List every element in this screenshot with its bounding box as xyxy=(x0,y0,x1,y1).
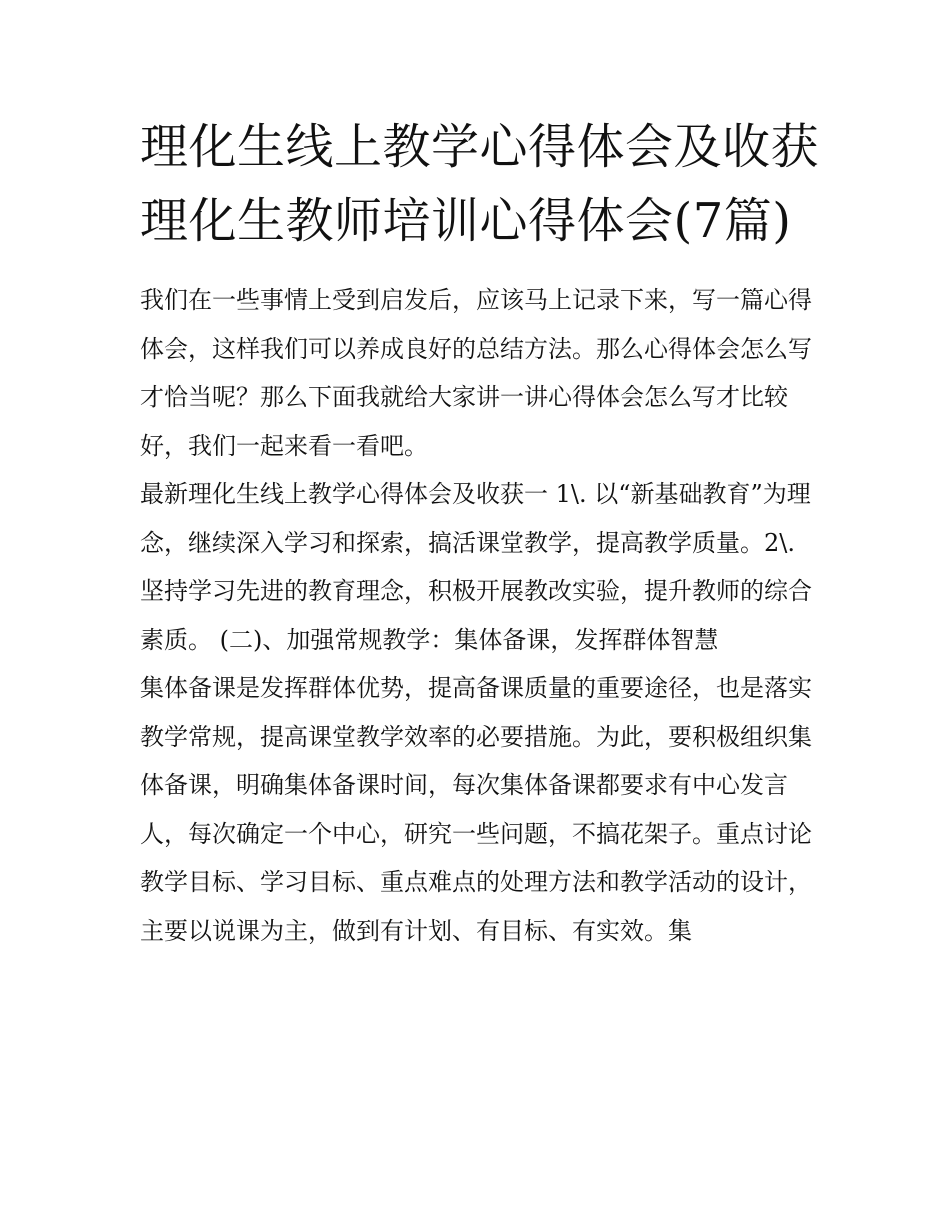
paragraph-section-one: 最新理化生线上教学心得体会及收获一 1\. 以“新基础教育”为理念，继续深入学习和探索，搞活课堂教学，提高教学质量。2\. xyxy=(140,480,811,557)
document-page xyxy=(140,110,820,955)
paragraph-intro: 我们在一些事情上受到启发后，应该马上记录下来，写一篇心得体会，这样我们可以养成良好的总结方法。那么心得体会怎么写才恰当呢？那么下面我就给大家讲一讲心得体会怎么写才比较好，我们一起来看一看吧。 xyxy=(140,286,812,460)
paragraph-collective-lesson-prep: 集体备课是发挥群体优势，提高备课质量的重要途径，也是落实教学常规，提高课堂教学效率的必要措施。为此，要积极组织集体备课，明确集体备课时间，每次集体备课都要求有中心发言人，每次确定一个中心，研究一些问题，不搞花架子。重点讨论教学目标、学习目标、重点难点的处理方法和教学活动的设计，主要以说课为主，做到有计划、有目标、有实效。集 xyxy=(140,674,812,945)
document-body xyxy=(140,276,820,955)
paragraph-teaching-concept: 坚持学习先进的教育理念，积极开展教改实验，提升教师的综合素质。 (二)、加强常规教学：集体备课，发挥群体智慧 xyxy=(140,577,812,654)
document-title: 理化生线上教学心得体会及收获 理化生教师培训心得体会(7篇) xyxy=(140,119,820,249)
